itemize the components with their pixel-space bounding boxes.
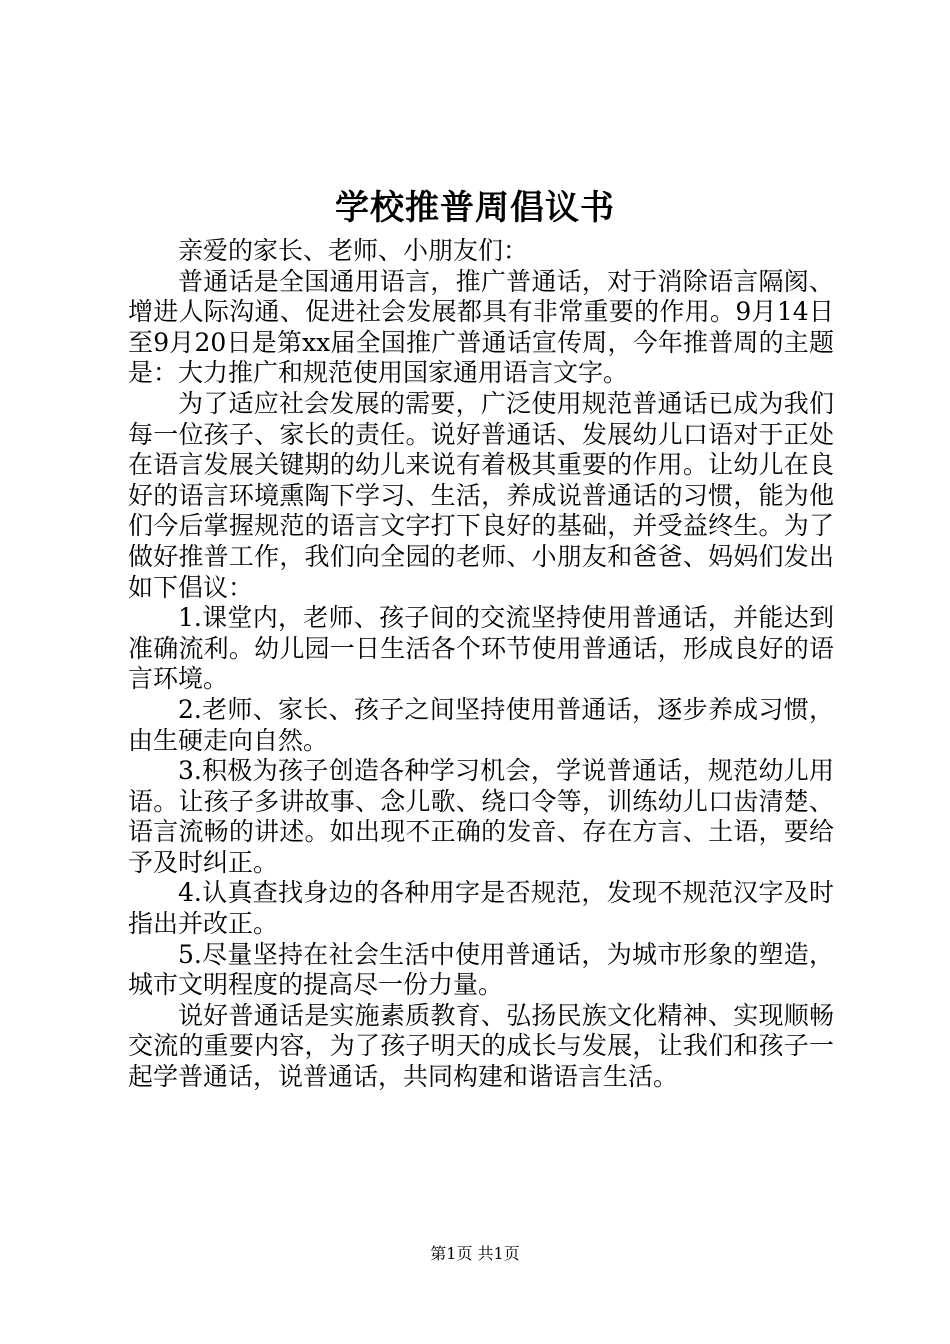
- proposal-item-2: 2.老师、家长、孩子之间坚持使用普通话，逐步养成习惯，由生硬走向自然。: [128, 694, 834, 755]
- page-number-footer: 第1页 共1页: [430, 1244, 520, 1263]
- document-body: [128, 236, 834, 1093]
- closing-paragraph: 说好普通话是实施素质教育、弘扬民族文化精神、实现顺畅交流的重要内容，为了孩子明天的成长与发展，让我们和孩子一起学普通话，说普通话，共同构建和谐语言生活。: [128, 1000, 834, 1092]
- proposal-item-1: 1.课堂内，老师、孩子间的交流坚持使用普通话，并能达到准确流利。幼儿园一日生活各个环节使用普通话，形成良好的语言环境。: [128, 603, 834, 694]
- document-title: 学校推普周倡议书: [335, 188, 615, 228]
- purpose-paragraph: 为了适应社会发展的需要，广泛使用规范普通话已成为我们每一位孩子、家长的责任。说好普通话、发展幼儿口语对于正处在语言发展关键期的幼儿来说有着极其重要的作用。让幼儿在良好的语言环境熏陶下学习、生活，养成说普通话的习惯，能为他们今后掌握规范的语言文字打下良好的基础，并受益终生。为了做好推普工作，我们向全园的老师、小朋友和爸爸、妈妈们发出如下倡议：: [128, 388, 834, 602]
- intro-paragraph: 普通话是全国通用语言，推广普通话，对于消除语言隔阂、增进人际沟通、促进社会发展都具有非常重要的作用。9月14日至9月20日是第xx届全国推广普通话宣传周，今年推普周的主题是：大力推广和规范使用国家通用语言文字。: [128, 266, 834, 388]
- salutation-paragraph: 亲爱的家长、老师、小朋友们：: [178, 236, 529, 265]
- proposal-item-3: 3.积极为孩子创造各种学习机会，学说普通话，规范幼儿用语。让孩子多讲故事、念儿歌、绕口令等，训练幼儿口齿清楚、语言流畅的讲述。如出现不正确的发音、存在方言、土语，要给予及时纠正。: [128, 756, 834, 877]
- proposal-item-4: 4.认真查找身边的各种用字是否规范，发现不规范汉字及时指出并改正。: [128, 878, 834, 939]
- proposal-item-5: 5.尽量坚持在社会生活中使用普通话，为城市形象的塑造，城市文明程度的提高尽一份力量。: [128, 939, 834, 1000]
